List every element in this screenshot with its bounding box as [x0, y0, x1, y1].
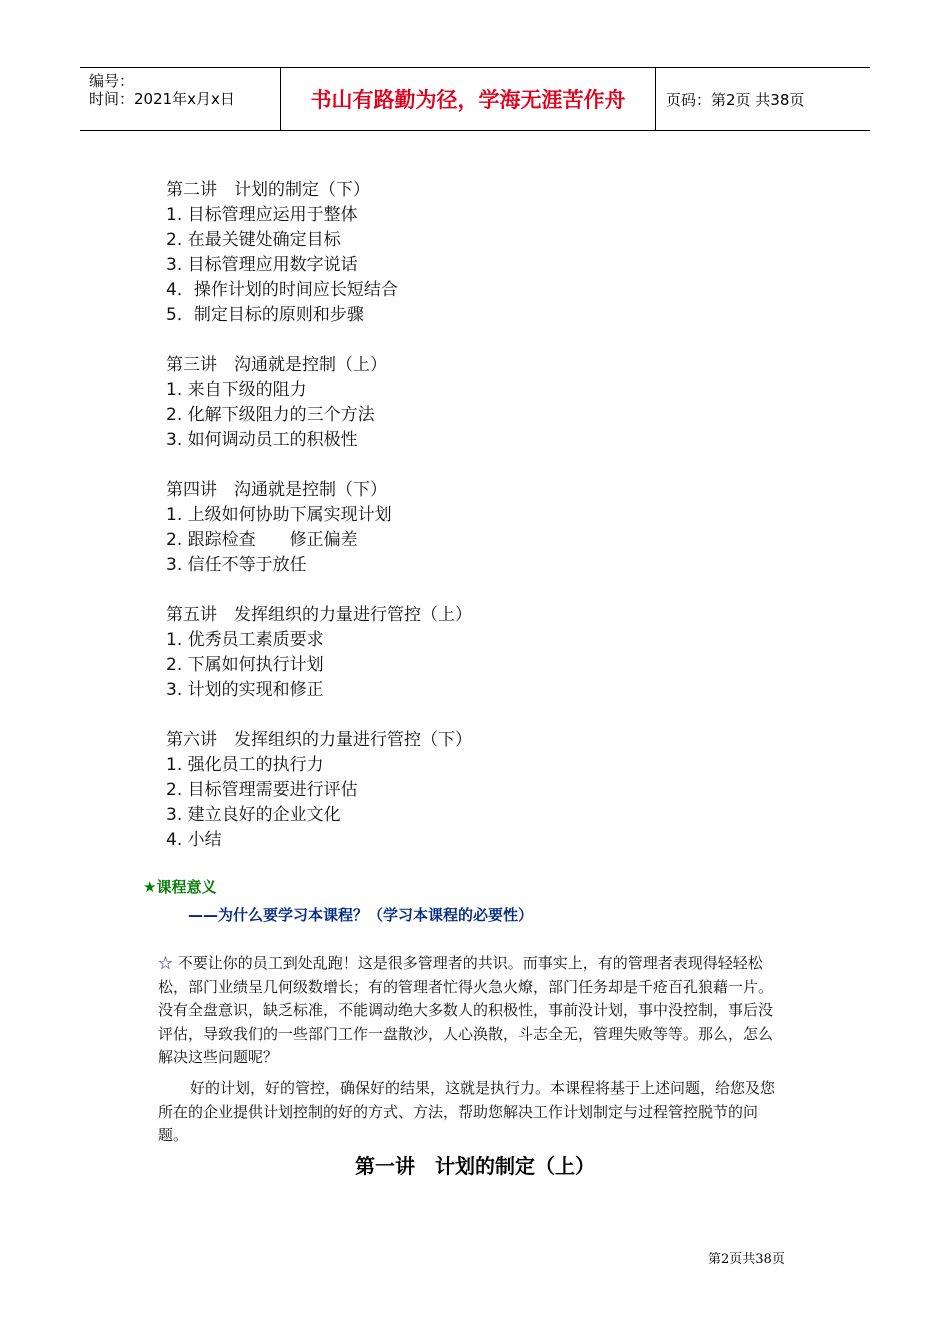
- toc-item: 1. 上级如何协助下属实现计划: [166, 505, 392, 525]
- toc-item: 2. 在最关键处确定目标: [166, 230, 341, 250]
- header-motto: 书山有路勤为径，学海无涯苦作舟: [281, 68, 656, 130]
- summary-paragraph: 好的计划，好的管控，确保好的结果，这就是执行力。本课程将基于上述问题，给您及您所在的企业提供计划控制的好的方式、方法，帮助您解决工作计划制定与过程管控脱节的问题。: [158, 1079, 776, 1144]
- toc-section-title: 第三讲 沟通就是控制（上）: [166, 355, 387, 375]
- toc-section-title: 第四讲 沟通就是控制（下）: [166, 480, 387, 500]
- toc-section-title: 第五讲 发挥组织的力量进行管控（上）: [166, 605, 472, 625]
- toc-item: 3. 如何调动员工的积极性: [166, 430, 358, 450]
- table-of-contents: [166, 178, 472, 878]
- toc-item: 2. 跟踪检查 修正偏差: [166, 530, 358, 550]
- date-label: 时间：2021年x月x日: [89, 90, 235, 108]
- toc-item: 2. 下属如何执行计划: [166, 655, 324, 675]
- toc-item: 4．操作计划的时间应长短结合: [166, 280, 398, 300]
- course-significance-subheading: ——为什么要学习本课程？（学习本课程的必要性）: [188, 906, 534, 924]
- toc-section-5: [166, 603, 472, 703]
- toc-section-title: 第六讲 发挥组织的力量进行管控（下）: [166, 730, 472, 750]
- header-page-label: 页码：第2页 共38页: [666, 90, 805, 109]
- page-footer: 第2页共38页: [708, 1252, 785, 1267]
- toc-item: 4. 小结: [166, 830, 222, 850]
- toc-section-title: 第二讲 计划的制定（下）: [166, 180, 370, 200]
- toc-item: 1. 强化员工的执行力: [166, 755, 324, 775]
- toc-section-2: [166, 178, 472, 328]
- toc-section-3: [166, 353, 472, 453]
- serial-label: 编号：: [89, 72, 135, 90]
- toc-section-4: [166, 478, 472, 578]
- toc-section-6: [166, 728, 472, 853]
- toc-item: 5．制定目标的原则和步骤: [166, 305, 364, 325]
- toc-item: 2. 目标管理需要进行评估: [166, 780, 358, 800]
- toc-item: 1. 优秀员工素质要求: [166, 630, 324, 650]
- star-outline-icon: ☆: [158, 954, 174, 972]
- toc-item: 2. 化解下级阻力的三个方法: [166, 405, 375, 425]
- intro-paragraph: [158, 952, 783, 1070]
- toc-item: 3. 信任不等于放任: [166, 555, 307, 575]
- intro-paragraph-text: 不要让你的员工到处乱跑！这是很多管理者的共识。而事实上，有的管理者表现得轻轻松松，部门业绩呈几何级数增长；有的管理者忙得火急火燎，部门任务却是千疮百孔狼藉一片。没有全盘意识，缺乏标准，不能调动绝大多数人的积极性，事前没计划，事中没控制，事后没评估，导致我们的一些部门工作一盘散沙，人心涣散，斗志全无，管理失败等等。那么，怎么解决这些问题呢？: [158, 954, 774, 1066]
- course-significance-heading: ★课程意义: [143, 878, 217, 896]
- header-info: [80, 68, 281, 130]
- header-table: [80, 67, 870, 131]
- toc-item: 3. 目标管理应用数字说话: [166, 255, 358, 275]
- toc-item: 3. 计划的实现和修正: [166, 680, 324, 700]
- lecture-title: 第一讲 计划的制定（上）: [355, 1154, 595, 1178]
- toc-item: 1. 目标管理应运用于整体: [166, 205, 358, 225]
- toc-item: 1. 来自下级的阻力: [166, 380, 307, 400]
- toc-item: 3. 建立良好的企业文化: [166, 805, 341, 825]
